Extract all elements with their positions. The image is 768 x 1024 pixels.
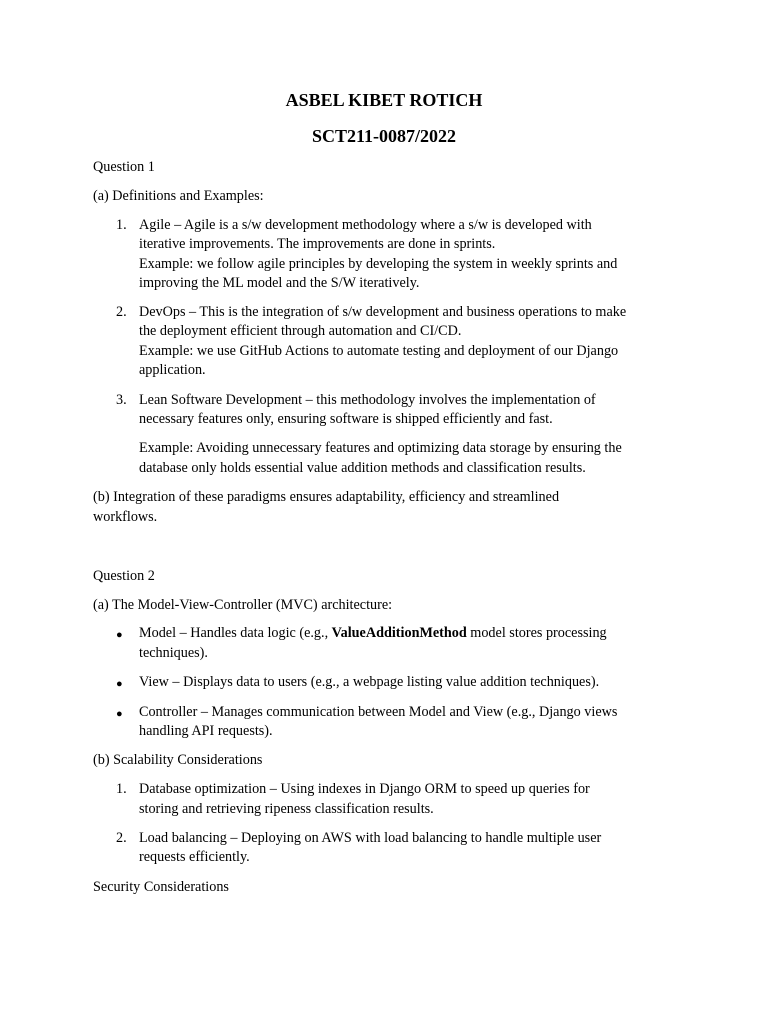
q1-part-a-heading: (a) Definitions and Examples:	[93, 188, 264, 204]
question-1-heading: Question 1	[93, 159, 155, 175]
item-text-line: Agile – Agile is a s/w development methodology where a s/w is developed with	[139, 217, 592, 233]
item-text-line: requests efficiently.	[139, 849, 250, 865]
item-text-line: handling API requests).	[139, 723, 273, 739]
list-number: 2.	[116, 830, 127, 846]
model-text: Model – Handles data logic (e.g.,	[139, 625, 332, 641]
item-example-line: Example: Avoiding unnecessary features and optimizing data storage by ensuring the	[139, 440, 622, 456]
item-text-line: Database optimization – Using indexes in Django ORM to speed up queries for	[139, 781, 590, 797]
item-text-line: storing and retrieving ripeness classification results.	[139, 801, 434, 817]
item-text-line: Load balancing – Deploying on AWS with load balancing to handle multiple user	[139, 830, 602, 846]
item-example-line: database only holds essential value addition methods and classification results.	[139, 460, 586, 476]
item-text-line: DevOps – This is the integration of s/w development and business operations to make	[139, 304, 627, 320]
question-2-heading: Question 2	[93, 568, 155, 584]
list-number: 3.	[116, 392, 127, 408]
q1-part-b-line: workflows.	[93, 509, 158, 525]
item-text-line: necessary features only, ensuring software is shipped efficiently and fast.	[139, 411, 553, 427]
q2-part-a-heading: (a) The Model-View-Controller (MVC) architecture:	[93, 597, 393, 613]
model-class-name: ValueAdditionMethod	[331, 625, 467, 641]
registration-number: SCT211-0087/2022	[311, 126, 457, 146]
bullet-icon: ●	[116, 708, 123, 720]
bullet-icon: ●	[116, 678, 123, 690]
item-example-line: application.	[139, 362, 206, 378]
q2-part-b-heading: (b) Scalability Considerations	[93, 752, 263, 768]
list-number: 1.	[116, 217, 127, 233]
item-text-line: the deployment efficient through automation and CI/CD.	[139, 323, 462, 339]
list-number: 1.	[116, 781, 127, 797]
security-considerations-heading: Security Considerations	[93, 879, 229, 895]
item-example-line: improving the ML model and the S/W iteratively.	[139, 275, 420, 291]
q1-part-b-line: (b) Integration of these paradigms ensures adaptability, efficiency and streamlined	[93, 489, 560, 505]
bullet-icon: ●	[116, 629, 123, 641]
item-text-line: View – Displays data to users (e.g., a webpage listing value addition techniques).	[139, 674, 600, 690]
item-text-line: techniques).	[139, 645, 208, 661]
item-text-line: Controller – Manages communication between Model and View (e.g., Django views	[139, 704, 618, 720]
item-example-line: Example: we follow agile principles by developing the system in weekly sprints and	[139, 256, 618, 272]
list-number: 2.	[116, 304, 127, 320]
item-example-line: Example: we use GitHub Actions to automate testing and deployment of our Django	[139, 343, 619, 359]
author-name: ASBEL KIBET ROTICH	[285, 90, 483, 110]
item-text-line: Lean Software Development – this methodology involves the implementation of	[139, 392, 596, 408]
item-text-line	[139, 624, 679, 644]
model-text: model stores processing	[466, 625, 607, 641]
item-text-line: iterative improvements. The improvements are done in sprints.	[139, 236, 496, 252]
